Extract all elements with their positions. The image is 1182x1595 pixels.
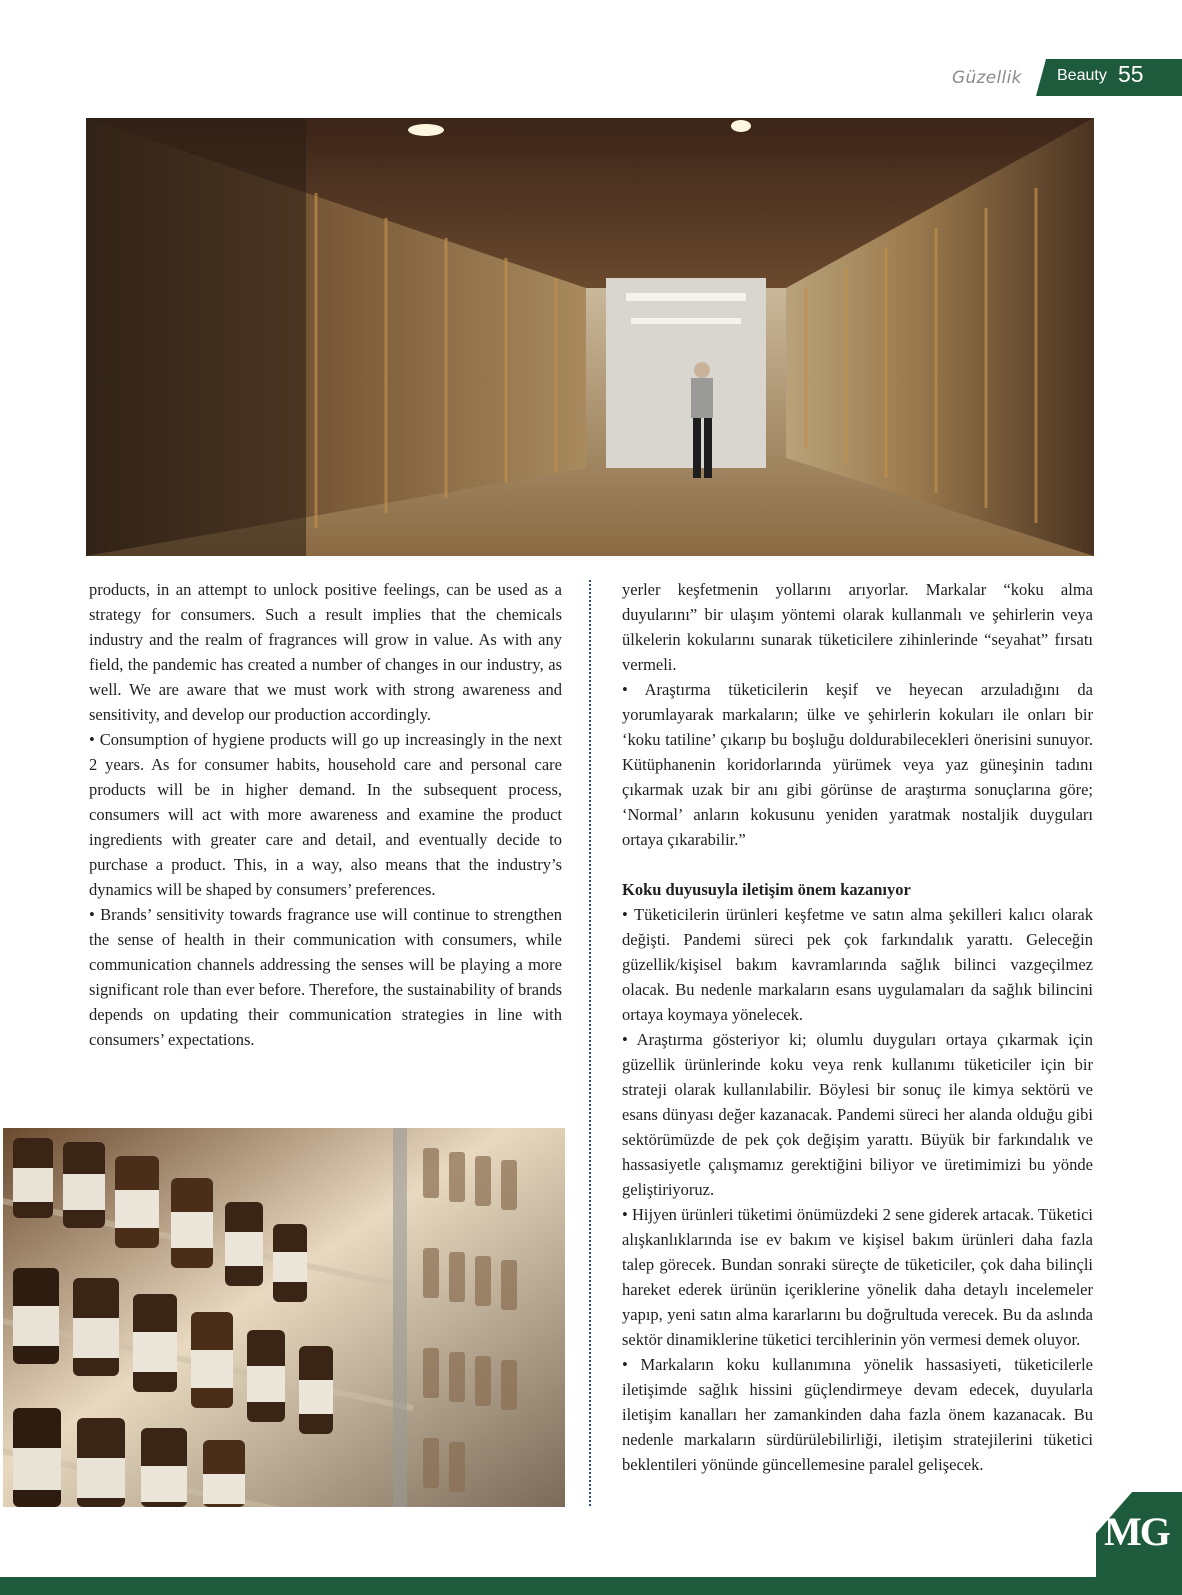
article-paragraph: • Hijyen ürünleri tüketimi önümüzdeki 2 sene giderek artacak. Tüketici alışkanlıklarında ise ev bakım ve kişisel bakım ürünleri daha fazla talep görecek. Bundan sonraki süreçte de tüketiciler, çok daha bilinçli hareket ederek ürünün içeriklerine yönelik daha detaylı incelemeler yapıp, yeni satın alma kararlarını bu doğrultuda verecek. Bu da aslında sektör dinamiklerine tüketici tercihlerinin yön vermesi demek oluyor. (622, 1205, 1093, 1349)
article-paragraph: • Araştırma gösteriyor ki; olumlu duyguları ortaya çıkarmak için güzellik ürünlerinde koku veya renk kullanımı tüketiciler için bir strateji olarak kullanılabilir. Böylesi bir sonuç ile kimya sektörü ve esans dünyası değer kazanacak. Pandemi süreci her alanda olduğu gibi sektörümüzde de pek çok değişim yarattı. Büyük bir farkındalık ve hassasiyetle çalışmamız gerektiğini biliyor ve üretimimizi bu yönde geliştiriyoruz. (622, 1030, 1093, 1199)
section-title-english: Beauty (1057, 67, 1107, 84)
article-paragraph: products, in an attempt to unlock positive feelings, can be used as a strategy for consumers. Such a result implies that the chemicals industry and the realm of fragrances will grow in value. As with any field, the pandemic has created a number of changes in our industry, as well. We are aware that we must work with strong awareness and sensitivity, and develop our production accordingly. (89, 580, 562, 724)
article-paragraph: • Tüketicilerin ürünleri keşfetme ve satın alma şekilleri kalıcı olarak değişti. Pandemi süreci pek çok farkındalık yarattı. Geleceğin güzellik/kişisel bakım kavramlarında sağlık bilinci vazgeçilmez olacak. Bu nedenle markaların esans uygulamaları da sağlık bilincini ortaya koymaya yönelecek. (622, 905, 1093, 1024)
magazine-logo: MG (1104, 1509, 1169, 1554)
article-paragraph: • Araştırma tüketicilerin keşif ve heyecan arzuladığını da yorumlayarak markaların; ülke ve şehirlerin kokuları ile onları bir ‘koku tatiline’ çıkarıp bu boşluğu doldurabilecekleri önerisini sunuyor. Kütüphanenin koridorlarında yürümek veya yaz güneşinin tadını çıkarmak uzak bir anı gibi görünse de araştırma sonuçlarına göre; ‘Normal’ anların kokusunu yeniden yaratmak nostaljik duyguları ortaya çıkarabilir.” (622, 680, 1093, 849)
article-paragraph: • Markaların koku kullanımına yönelik hassasiyeti, tüketicilerle iletişimde sağlık hissini güçlendirmeye devam edecek, duyularla iletişim kanalları her zamankinden daha fazla önem kazanacak. Bu nedenle markaların sürdürülebilirliği, iletişim stratejilerini tüketici beklentileri yönünde güncellemesine paralel gelişecek. (622, 1355, 1093, 1474)
turkish-article-column (622, 577, 1093, 1477)
footer-band (0, 1577, 1182, 1595)
page-number: 55 (1118, 61, 1144, 87)
section-title-turkish: Güzellik (952, 68, 1022, 88)
lab-corridor-photo (86, 118, 1094, 556)
fragrance-bottles-photo (3, 1128, 565, 1507)
english-article-column (89, 577, 562, 1052)
article-paragraph: yerler keşfetmenin yollarını arıyorlar. Markalar “koku alma duyularını” bir ulaşım yöntemi olarak kullanmalı ve şehirlerin veya ülkelerin kokularını sunarak tüketicilere zihinlerinde “seyahat” fırsatı vermeli. (622, 580, 1093, 674)
article-subheading: Koku duyusuyla iletişim önem kazanıyor (622, 880, 911, 899)
article-paragraph: • Consumption of hygiene products will go up increasingly in the next 2 years. As for consumer habits, household care and personal care products will be in higher demand. In the subsequent process, consumers will act with more awareness and examine the product ingredients with greater care and detail, and eventually decide to purchase a product. This, in a way, also means that the industry’s dynamics will be shaped by consumers’ preferences. (89, 730, 562, 899)
article-paragraph: • Brands’ sensitivity towards fragrance use will continue to strengthen the sense of health in their communication with consumers, while communication channels addressing the senses will be playing a more significant role than ever before. Therefore, the sustainability of brands depends on updating their communication strategies in line with consumers’ expectations. (89, 905, 562, 1049)
column-divider (589, 580, 591, 1506)
